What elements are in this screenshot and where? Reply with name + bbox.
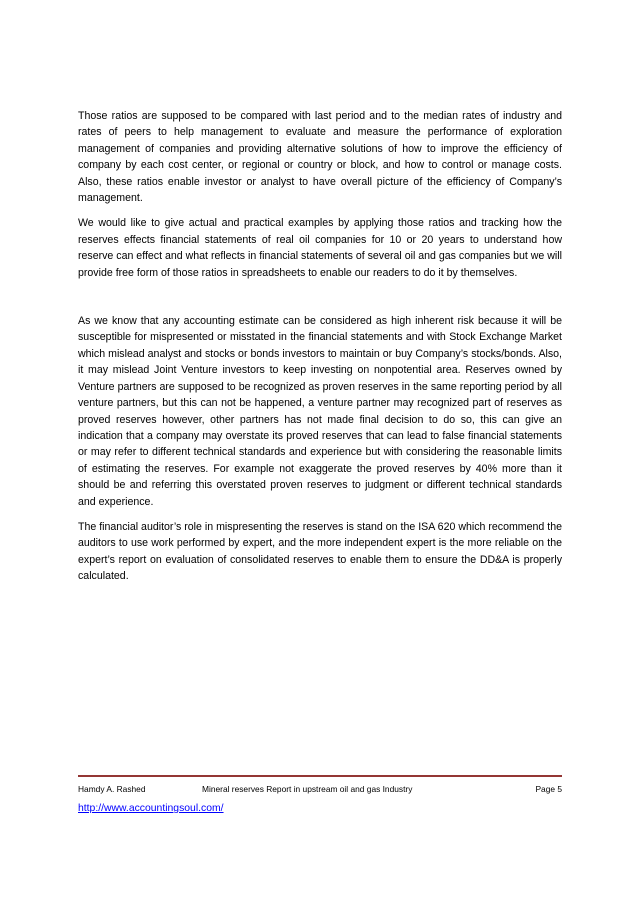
footer-divider <box>78 775 562 777</box>
paragraph-auditor-role: The financial auditor’s role in mispresenting the reserves is stand on the ISA 620 which recommend the auditors to use work performed by expert, and the more independent expert is the more reliable on the expert’s report on evaluation of consolidated reserves to enable them to ensure the DD&A is properly calculated. <box>78 520 562 583</box>
website-link[interactable]: http://www.accountingsoul.com/ <box>78 803 224 814</box>
footer-page-number: Page 5 <box>535 784 562 794</box>
paragraph-ratios-comparison: Those ratios are supposed to be compared with last period and to the median rates of industry and rates of peers to help management to evaluate and measure the performance of exploration management of companies and providing alternative solutions of how to improve the efficiency of company by each cost center, or regional or country or block, and how to control or manage costs. Also, these ratios enable investor or analyst to have overall picture of the efficiency of Company’s management. <box>78 110 562 205</box>
paragraph-inherent-risk: As we know that any accounting estimate can be considered as high inherent risk because it will be susceptible for mispresented or misstated in the financial statements and with Stock Exchange Market which mislead analyst and stocks or bonds investors to maintain or buy Company’s stocks/bonds. Also, it may mislead Joint Venture investors to keep investing on nonpotential area. Reserves owned by Venture partners are supposed to be recognized as proven reserves in the same reporting period by all venture partners, but this can not be happened, a venture partner may recognized part of reserves as proved reserves however, other partners has not made final decision to do so, this can give an indication that a company may overstate its proved reserves that can lead to false financial statements or may refer to different technical standards and experience but with considering the reasonable limits of estimating the reserves. For example not exaggerate the proved reserves by 40% more than it should be and referring this overstated proven reserves to judgment or different technical standards and experience. <box>78 315 562 508</box>
paragraph-practical-examples: We would like to give actual and practical examples by applying those ratios and tracking how the reserves effects financial statements of real oil companies for 10 or 20 years to understand how reserve can effect and what reflects in financial statements of several oil and gas companies but we will provide free form of those ratios in spreadsheets to enable our readers to do it by themselves. <box>78 217 562 279</box>
footer-author: Hamdy A. Rashed <box>78 784 146 794</box>
page-body <box>78 108 562 585</box>
footer-document-title: Mineral reserves Report in upstream oil and gas Industry <box>202 784 413 794</box>
page-footer <box>78 783 562 797</box>
